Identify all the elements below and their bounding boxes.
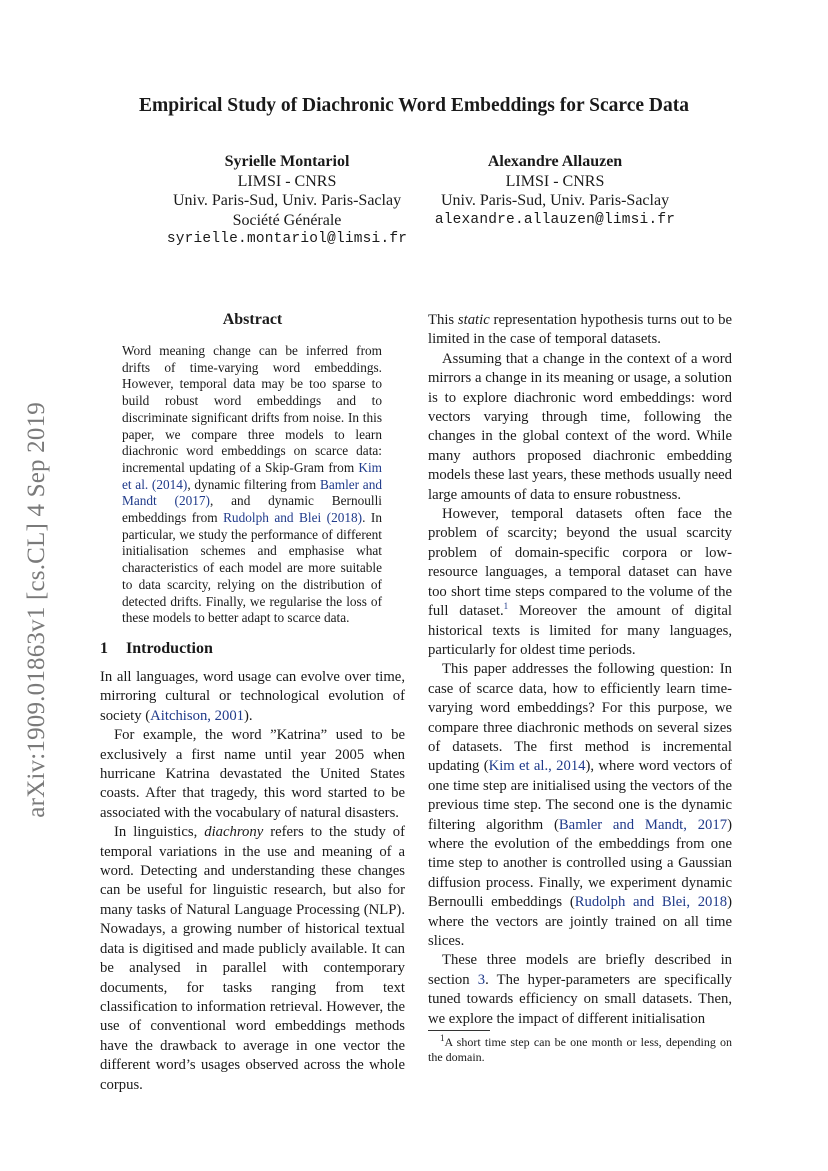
footnote-text: A short time step can be one month or less, depending on the domain. <box>428 1035 732 1064</box>
author-affiliation: Société Générale <box>232 211 342 229</box>
author-name: Alexandre Allauzen <box>487 153 623 170</box>
citation-link[interactable]: Kim et al., 2014 <box>488 758 586 775</box>
paper-title: Empirical Study of Diachronic Word Embeddings for Scarce Data <box>139 95 689 116</box>
section-title: Introduction <box>126 640 213 657</box>
author-block-2 <box>410 152 700 230</box>
author-affiliation: LIMSI - CNRS <box>505 172 605 190</box>
abstract-text: , and dynamic Bernoulli embeddings from <box>122 493 382 526</box>
left-column <box>100 668 405 1095</box>
abstract-body <box>122 343 382 627</box>
abstract-heading: Abstract <box>222 311 283 328</box>
abstract-text: , dynamic filtering from <box>187 476 320 492</box>
paragraph: Assuming that a change in the context of a word mirrors a change in its meaning or usage, a solution is to explore diachronic word embeddings: word vectors varying through time, following the changes in the global context of the word. While many authors proposed diachronic embedding models these last years, these methods usually need large amounts of data to ensure robustness. <box>428 350 732 503</box>
author-email: syrielle.montariol@limsi.fr <box>166 231 408 247</box>
footnote-marker[interactable]: 1 <box>503 601 509 612</box>
author-affiliation: Univ. Paris-Sud, Univ. Paris-Saclay <box>440 192 670 209</box>
author-block-1 <box>142 152 432 250</box>
citation-link[interactable]: Bamler and Mandt (2017) <box>122 476 382 509</box>
citation-link[interactable]: Rudolph and Blei, 2018 <box>574 894 728 911</box>
section-number: 1 <box>100 640 108 657</box>
abstract-text: . In particular, we study the performance of different initialisation schemes and emphasise what characteristics of each model are more suitable to data scarcity, relying on the distribution of detected drifts. Finally, we regularise the loss of these models to better adapt to scarce data. <box>122 510 382 626</box>
arxiv-identifier: arXiv:1909.01863v1 [cs.CL] 4 Sep 2019 <box>23 402 50 818</box>
abstract-text: Word meaning change can be inferred from drifts of time-varying word embeddings. However, temporal data may be too sparse to build robust word embeddings and to discriminate significant drifts from noise. In this paper, we compare three models to learn diachronic word embeddings on scarce data: incremental updating of a Skip-Gram from <box>122 343 382 475</box>
author-email: alexandre.allauzen@limsi.fr <box>434 211 676 228</box>
footnote <box>428 1035 732 1064</box>
arxiv-sidebar <box>12 375 62 845</box>
footnote-mark: 1 <box>440 1033 445 1043</box>
section-heading <box>100 640 213 658</box>
citation-link[interactable]: Rudolph and Blei (2018) <box>223 510 363 526</box>
paragraph: However, temporal datasets often face the problem of scarcity; beyond the usual scarcity problem of domain-specific corpora or low-resource languages, a temporal dataset can have too short time steps compared to the volume of the full dataset.$^1$ Moreover the amount of digital historical texts is limited for many languages, particularly for oldest time periods. <box>428 506 732 658</box>
paragraph: This paper addresses the following question: In case of scarce data, how to efficiently learn time-varying word embeddings? For this purpose, we compare three diachronic methods on several sizes of datasets. The first method is incremental updating (Kim et al., 2014), where word vectors of one time step are initialised using the vectors of the previous time step. The second one is the dynamic filtering algorithm (Bamler and Mandt, 2017) where the evolution of the embeddings from one time step to another is controlled using a Gaussian diffusion process. Finally, we experiment dynamic Bernoulli embeddings (Rudolph and Blei, 2018) where the vectors are jointly trained on all time slices. <box>428 661 733 949</box>
citation-link[interactable]: Kim et al. (2014) <box>122 459 382 492</box>
right-column <box>428 311 732 1029</box>
author-affiliation: LIMSI - CNRS <box>237 172 337 190</box>
paragraph: These three models are briefly described in section 3. The hyper-parameters are specifically tuned towards efficiency on small datasets. Then, we explore the impact of different initialisation <box>428 952 732 1027</box>
author-affiliation: Univ. Paris-Sud, Univ. Paris-Saclay <box>172 192 402 209</box>
paragraph: In linguistics, diachrony refers to the study of temporal variations in the use and meaning of a word. Detecting and understanding these changes can be useful for linguistic research, but also for many tasks of Natural Language Processing (NLP). Nowadays, a growing number of historical textual data is digitised and made publicly available. It can be analysed in parallel with contemporary documents, for tasks ranging from text classification to information retrieval. However, the use of conventional word embeddings methods have the drawback to average in one vector the different word’s usages observed across the whole corpus. <box>100 824 406 1093</box>
footnote-divider <box>428 1030 490 1031</box>
paragraph: This static representation hypothesis turns out to be limited in the case of temporal datasets. <box>428 312 732 348</box>
author-name: Syrielle Montariol <box>224 153 350 170</box>
paragraph: For example, the word ”Katrina” used to be exclusively a first name until year 2005 when hurricane Katrina devastated the United States coasts. After that tragedy, this word started to be associated with the vocabulary of natural disasters. <box>100 727 405 821</box>
paragraph: In all languages, word usage can evolve over time, mirroring cultural or technological evolution of society (Aitchison, 2001). <box>100 669 405 724</box>
section-reference-link[interactable]: 3 <box>477 971 486 988</box>
citation-link[interactable]: Aitchison, 2001 <box>150 707 245 724</box>
citation-link[interactable]: Bamler and Mandt, 2017 <box>558 816 728 833</box>
